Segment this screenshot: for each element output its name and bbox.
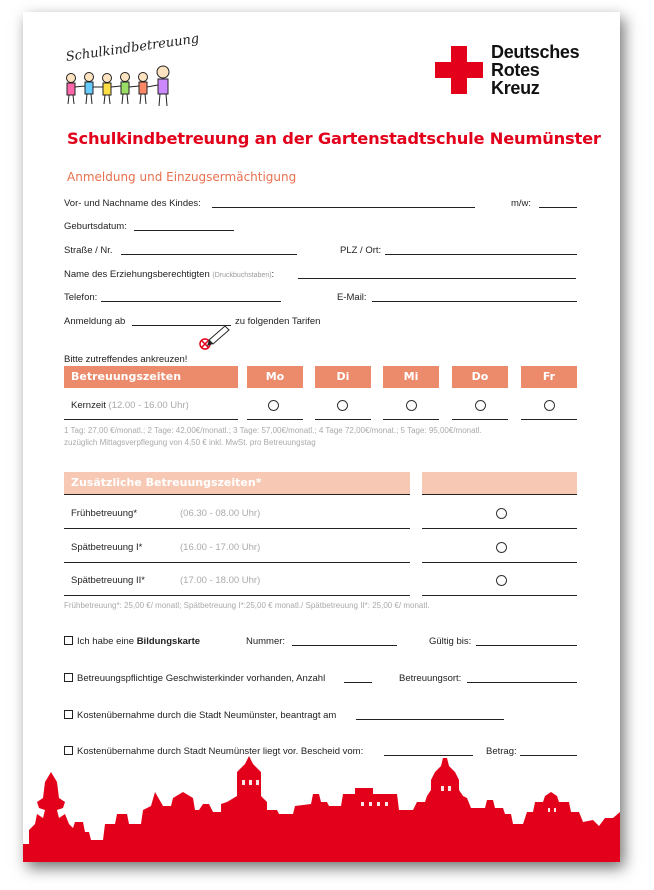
bildungskarte-bold: Bildungskarte <box>136 636 201 647</box>
core-time-do-radio[interactable] <box>475 400 486 411</box>
siblings-text: Betreuungspflichtige Geschwisterkinder vorhanden, Anzahl <box>77 673 326 684</box>
early-care-label: Frühbetreuung* <box>71 508 138 519</box>
extra-care-header-right <box>422 472 577 494</box>
day-header-do: Do <box>452 366 508 388</box>
guardian-note: (Druckbuchstaben) <box>212 272 272 279</box>
zip-city-field[interactable] <box>385 254 577 255</box>
child-name-label: Vor- und Nachname des Kindes: <box>64 198 201 209</box>
page-title: Schulkindbetreuung an der Gartenstadtschule Neumünster <box>67 129 601 148</box>
siblings-checkbox[interactable] <box>64 673 73 682</box>
registration-form-page <box>23 12 620 862</box>
late-care-1-divider-right <box>422 562 577 563</box>
city-skyline-graphic <box>23 752 620 862</box>
care-location-field[interactable] <box>467 682 577 683</box>
gender-field[interactable] <box>539 207 577 208</box>
pencil-cross-icon <box>197 323 233 351</box>
extra-header-divider-right <box>422 494 577 495</box>
guardian-label-text: Name des Erziehungsberechtigten <box>64 269 210 280</box>
early-care-time: (06.30 - 08.00 Uhr) <box>180 508 261 519</box>
drk-line-2: Rotes <box>491 60 540 80</box>
day-header-mo: Mo <box>247 366 303 388</box>
late-care-1-time: (16.00 - 17.00 Uhr) <box>180 542 261 553</box>
guardian-field[interactable] <box>298 278 576 279</box>
drk-wordmark <box>491 43 579 97</box>
email-label: E-Mail: <box>337 292 367 303</box>
day-header-di: Di <box>315 366 371 388</box>
late-care-2-label: Spätbetreuung II* <box>71 575 145 586</box>
late-care-2-divider-right <box>422 595 577 596</box>
bildungskarte-checkbox[interactable] <box>64 636 73 645</box>
birthdate-label: Geburtsdatum: <box>64 221 127 232</box>
extra-header-divider <box>64 494 410 495</box>
di-divider <box>315 419 371 420</box>
bildungskarte-option <box>64 636 200 647</box>
card-number-field[interactable] <box>292 645 397 646</box>
instruction-text: Bitte zutreffendes ankreuzen! <box>64 354 188 365</box>
birthdate-field[interactable] <box>134 230 234 231</box>
drk-logo <box>435 42 605 106</box>
day-header-fr: Fr <box>521 366 577 388</box>
mo-divider <box>247 419 303 420</box>
street-field[interactable] <box>121 254 297 255</box>
early-care-divider <box>64 528 410 529</box>
core-time-label <box>71 400 189 411</box>
late-care-2-time: (17.00 - 18.00 Uhr) <box>180 575 261 586</box>
logo-script-text: Schulkindbetreuung <box>64 31 201 65</box>
care-location-label: Betreuungsort: <box>399 673 462 684</box>
core-time-name: Kernzeit <box>71 400 106 411</box>
late-care-1-radio[interactable] <box>496 542 507 553</box>
extra-care-price-note: Frühbetreuung*: 25,00 €/ monatl; Spätbetreuung I*:25,00 € monatl./ Spätbetreuung II*: 25,00 €/ monatl. <box>64 601 430 610</box>
phone-field[interactable] <box>101 301 281 302</box>
cost-applied-option <box>64 710 336 721</box>
card-number-label: Nummer: <box>246 636 286 647</box>
start-date-label: Anmeldung ab <box>64 316 126 327</box>
valid-until-label: Gültig bis: <box>429 636 472 647</box>
valid-until-field[interactable] <box>476 645 577 646</box>
day-header-mi: Mi <box>383 366 439 388</box>
children-figures-icon <box>59 46 199 116</box>
late-care-2-divider <box>64 595 410 596</box>
schulkindbetreuung-logo <box>59 31 201 116</box>
tariff-label: zu folgenden Tarifen <box>235 316 321 327</box>
early-care-divider-right <box>422 528 577 529</box>
late-care-2-radio[interactable] <box>496 575 507 586</box>
schedule-header: Betreuungszeiten <box>64 366 238 388</box>
core-time-fr-radio[interactable] <box>544 400 555 411</box>
gender-label: m/w: <box>511 198 532 209</box>
cost-applied-date-field[interactable] <box>356 719 504 720</box>
mi-divider <box>383 419 439 420</box>
late-care-1-label: Spätbetreuung I* <box>71 542 143 553</box>
drk-line-3: Kreuz <box>491 78 540 98</box>
zip-city-label: PLZ / Ort: <box>340 245 382 256</box>
cost-applied-checkbox[interactable] <box>64 710 73 719</box>
schedule-meal-note: zuzüglich Mittagsverpflegung von 4,50 € inkl. MwSt. pro Betreuungstag <box>64 438 316 447</box>
siblings-count-field[interactable] <box>344 682 372 683</box>
do-divider <box>452 419 508 420</box>
cost-applied-text: Kostenübernahme durch die Stadt Neumünster, beantragt am <box>77 710 337 721</box>
phone-label: Telefon: <box>64 292 98 303</box>
form-subtitle: Anmeldung und Einzugsermächtigung <box>67 170 297 184</box>
siblings-option <box>64 673 325 684</box>
core-time-mo-radio[interactable] <box>268 400 279 411</box>
drk-line-1: Deutsches <box>491 42 580 62</box>
core-time-hours: (12.00 - 16.00 Uhr) <box>108 400 189 411</box>
bildungskarte-text: Ich habe eine <box>77 636 137 647</box>
cost-granted-text: Kostenübernahme durch Stadt Neumünster liegt vor. Bescheid vom: <box>77 746 364 757</box>
email-field[interactable] <box>372 301 577 302</box>
extra-care-header: Zusätzliche Betreuungszeiten* <box>64 472 410 494</box>
core-time-di-radio[interactable] <box>337 400 348 411</box>
core-time-mi-radio[interactable] <box>406 400 417 411</box>
guardian-label: Name des Erziehungsberechtigten (Druckbuchstaben): <box>64 269 275 280</box>
early-care-radio[interactable] <box>496 508 507 519</box>
core-time-divider <box>64 419 238 420</box>
fr-divider <box>521 419 577 420</box>
street-label: Straße / Nr. <box>64 245 113 256</box>
late-care-1-divider <box>64 562 410 563</box>
red-cross-icon <box>435 46 483 94</box>
child-name-field[interactable] <box>212 207 475 208</box>
amount-label: Betrag: <box>486 746 517 757</box>
schedule-price-note: 1 Tag: 27,00 €/monatl.; 2 Tage: 42,00€/monatl.; 3 Tage: 57,00€/monatl.; 4 Tage 72,00€/monat.; 5 Tage: 95,00€/monatl. <box>64 426 482 435</box>
